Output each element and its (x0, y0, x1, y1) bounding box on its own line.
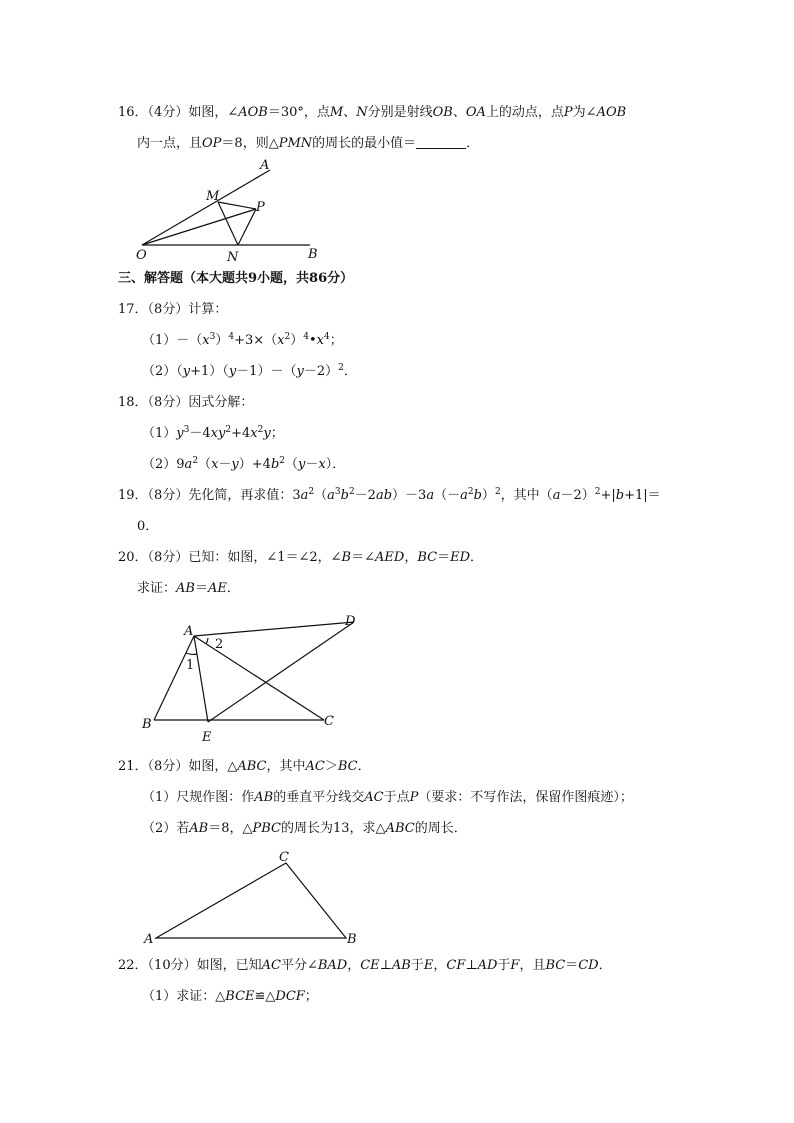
q18-title: 18．（8分）因式分解： (118, 395, 254, 410)
text: ＝∠ (351, 550, 376, 565)
answer-blank (416, 136, 466, 149)
math-var: y (263, 426, 271, 441)
segment-ab (154, 636, 194, 720)
math-var: BCE (225, 989, 255, 1004)
text: ，且 (519, 958, 546, 973)
label-a: A (184, 624, 194, 639)
label-a: A (144, 932, 154, 947)
q20-figure (140, 612, 380, 745)
math-var: BC (545, 958, 566, 973)
text: 的周长的最小值＝ (312, 136, 417, 151)
text: （2）若 (142, 821, 190, 836)
text: ，其中（ (500, 488, 553, 503)
exponent: 3 (183, 425, 190, 435)
text: （2）（ (142, 364, 183, 379)
text: 上的动点，点 (485, 105, 564, 120)
text: ， (404, 550, 418, 565)
text: （ (314, 488, 328, 503)
exponent: 2 (348, 487, 355, 497)
math-var: F (510, 958, 520, 973)
math-var: a (460, 488, 468, 503)
text: ＝ (194, 581, 208, 596)
label-d: D (345, 614, 356, 629)
math-var: x (316, 333, 325, 348)
q16-figure (130, 155, 330, 265)
text: ＝8，则△ (221, 136, 279, 151)
question-number: 21．（8分）如图，△ (118, 759, 238, 774)
text: 、 (343, 105, 357, 120)
label-b: B (308, 247, 318, 262)
q18-part-2 (142, 456, 345, 474)
text: （1）尺规作图：作 (142, 790, 255, 805)
angle-2-arc (206, 638, 208, 644)
text: 求证： (137, 581, 177, 596)
text: ＝30°，点 (267, 105, 330, 120)
math-var: BC (337, 759, 358, 774)
text: 分别是射线 (367, 105, 433, 120)
math-var: B (341, 550, 352, 565)
text: +1）（ (190, 364, 229, 379)
text: 于 (497, 958, 511, 973)
math-var: PBC (252, 821, 282, 836)
segment-ed (208, 622, 354, 722)
math-var: E (423, 958, 434, 973)
math-var: y (176, 426, 184, 441)
q21-part-1 (142, 789, 633, 807)
math-var: x (250, 426, 258, 441)
q18-part-1 (142, 425, 284, 443)
math-var: CD (578, 958, 599, 973)
exponent: 3 (334, 487, 341, 497)
text: +| (600, 488, 616, 503)
exponent: 2 (494, 487, 501, 497)
math-var: xy (210, 426, 226, 441)
math-var: b (473, 488, 482, 503)
segment-ad (194, 622, 354, 636)
text: +1|＝ (624, 488, 661, 503)
text: 的周长为13，求△ (281, 821, 386, 836)
math-var: CE (360, 958, 380, 973)
text: +4 (231, 426, 251, 441)
text: ＝8，△ (208, 821, 253, 836)
math-var: P (409, 790, 419, 805)
math-var: OP (202, 136, 222, 151)
math-var: a (552, 488, 561, 503)
math-var: a (426, 488, 435, 503)
exponent: 2 (192, 456, 199, 466)
exponent: 2 (284, 332, 291, 342)
text: ； (270, 426, 284, 441)
text: ． (226, 581, 240, 596)
text: 为∠ (572, 105, 597, 120)
math-var: y (296, 364, 304, 379)
q21-part-2 (142, 820, 467, 838)
text: （ (285, 457, 299, 472)
exponent: 2 (308, 487, 315, 497)
exponent: 2 (594, 487, 601, 497)
math-var: y (231, 457, 239, 472)
label-c: C (279, 850, 289, 865)
exponent: 3 (209, 332, 216, 342)
q17-title: 17．（8分）计算： (118, 302, 228, 317)
math-var: b (615, 488, 625, 503)
math-var: a (300, 488, 309, 503)
text: ）． (325, 457, 346, 472)
question-number: 16．（4分） (118, 105, 189, 120)
math-var: AB (176, 581, 195, 596)
math-var: CF (446, 958, 466, 973)
text: ⊥ (379, 958, 392, 973)
math-var: OB (432, 105, 453, 120)
exponent: 2 (225, 425, 232, 435)
exponent: 4 (303, 332, 309, 342)
segment-mp (218, 202, 256, 209)
text: ）+4 (238, 457, 271, 472)
math-var: a (327, 488, 335, 503)
section-heading: 三、解答题（本大题共9小题，共86分） (118, 271, 354, 286)
math-var: b (340, 488, 349, 503)
text: • (309, 333, 317, 348)
segment-op (142, 209, 256, 245)
triangle-abc (156, 863, 346, 938)
text: ． (598, 958, 612, 973)
text: ， (347, 958, 361, 973)
math-var: ABC (237, 759, 267, 774)
math-var: x (277, 333, 285, 348)
math-var: PMN (278, 136, 313, 151)
math-var: AD (477, 958, 498, 973)
text: ． (470, 550, 484, 565)
text: ） (215, 333, 229, 348)
text: 平分∠ (280, 958, 318, 973)
text: ⊥ (465, 958, 478, 973)
text: （－ (434, 488, 461, 503)
q22-part-1 (142, 988, 318, 1006)
q20-line-2 (137, 580, 240, 598)
text: 如图，∠ (188, 105, 239, 120)
text: － (218, 457, 232, 472)
text: －2 (354, 488, 376, 503)
text: ＞ (324, 759, 338, 774)
math-var: M (329, 105, 344, 120)
math-var: y (228, 364, 237, 379)
text: （ (198, 457, 212, 472)
text: （1）－（ (142, 333, 203, 348)
text: ． (357, 759, 371, 774)
math-var: OA (465, 105, 486, 120)
label-o: O (136, 248, 147, 263)
math-var: BC (417, 550, 438, 565)
math-var: AB (391, 958, 411, 973)
segment-mn (218, 202, 238, 245)
math-var: y (182, 364, 191, 379)
math-var: AE (207, 581, 227, 596)
math-var: ED (450, 550, 471, 565)
q16-line-1 (118, 104, 626, 122)
math-var: x (202, 333, 210, 348)
math-var: AB (189, 821, 209, 836)
math-var: x (318, 457, 326, 472)
question-number: 19．（8分）先化简，再求值：3 (118, 488, 301, 503)
math-var: AOB (238, 105, 268, 120)
exponent: 4 (228, 332, 235, 342)
math-var: AB (254, 790, 274, 805)
q19-line-1 (118, 487, 661, 505)
text: ，其中 (266, 759, 306, 774)
label-2: 2 (215, 637, 224, 652)
label-m: M (206, 189, 220, 204)
math-var: AC (261, 958, 281, 973)
exponent: 2 (279, 456, 286, 466)
math-var: ABC (385, 821, 415, 836)
segment-ae (194, 636, 208, 722)
q17-part-2 (142, 363, 357, 381)
q22-title (118, 957, 612, 975)
math-var: AED (375, 550, 405, 565)
angle-1-arc (186, 653, 197, 654)
text: － (305, 457, 319, 472)
math-var: DCF (275, 989, 305, 1004)
label-c: C (324, 714, 334, 729)
text: －1）－（ (236, 364, 297, 379)
q21-title (118, 758, 371, 776)
text: ＝ (437, 550, 451, 565)
math-var: N (356, 105, 368, 120)
text: ＝ (565, 958, 579, 973)
question-number: 22．（10分）如图，已知 (118, 958, 262, 973)
text: ． (466, 136, 480, 151)
question-number: 20．（8分）已知：如图，∠1＝∠2，∠ (118, 550, 342, 565)
exponent: 2 (257, 425, 264, 435)
text: （1） (142, 426, 177, 441)
text: （2）9 (142, 457, 185, 472)
math-var: a (184, 457, 193, 472)
q21-figure (140, 848, 370, 948)
label-n: N (227, 250, 239, 265)
text: +3×（ (234, 333, 278, 348)
text: （要求：不写作法，保留作图痕迹）； (418, 790, 633, 805)
text: ， (433, 958, 447, 973)
q19-line-2: 0． (137, 519, 159, 534)
exponent: 4 (324, 332, 330, 342)
exponent: 2 (467, 487, 474, 497)
math-var: ab (375, 488, 393, 503)
q16-line-2 (137, 135, 479, 153)
math-var: AC (305, 759, 325, 774)
math-var: y (298, 457, 306, 472)
text: ； (304, 989, 318, 1004)
text: 的垂直平分线交 (273, 790, 365, 805)
math-var: x (211, 457, 219, 472)
exponent: 2 (338, 363, 344, 373)
text: ）－3 (392, 488, 427, 503)
q17-part-1 (142, 332, 343, 350)
label-p: P (256, 200, 265, 215)
text: 的周长． (414, 821, 467, 836)
math-var: P (563, 105, 573, 120)
text: ． (343, 364, 357, 379)
text: （1）求证：△ (142, 989, 226, 1004)
label-a: A (260, 158, 270, 173)
text: －2） (560, 488, 595, 503)
text: ） (481, 488, 495, 503)
label-b: B (347, 932, 357, 947)
math-var: b (270, 457, 280, 472)
text: ≌△ (254, 989, 276, 1004)
text: 内一点，且 (137, 136, 203, 151)
label-b: B (142, 717, 152, 732)
text: 于点 (383, 790, 410, 805)
label-1: 1 (186, 658, 195, 673)
text: 于 (410, 958, 424, 973)
text: ） (290, 333, 304, 348)
text: 、 (452, 105, 466, 120)
label-e: E (202, 730, 212, 745)
math-var: BAD (317, 958, 348, 973)
math-var: AC (364, 790, 384, 805)
text: －2） (303, 364, 339, 379)
q20-line-1 (118, 549, 483, 567)
text: －4 (189, 426, 211, 441)
math-var: AOB (596, 105, 627, 120)
segment-ac (194, 636, 324, 720)
text: ； (329, 333, 343, 348)
